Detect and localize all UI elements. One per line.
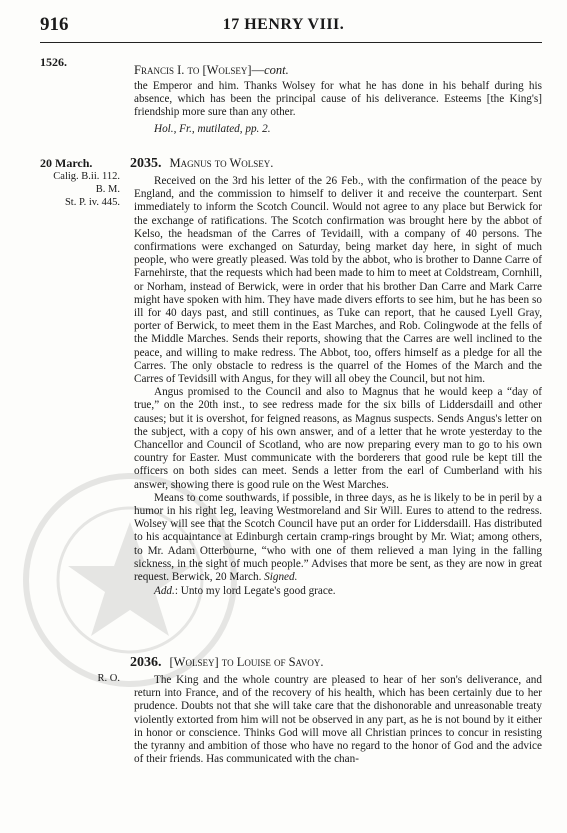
margin-year: 1526. [40,55,67,69]
entry-2034 [134,63,542,136]
entry-2034-title-cont: cont. [264,63,289,77]
margin-ref-2035-b: B. M. [95,184,120,195]
entry-2035-title: Magnus to Wolsey. [169,156,274,170]
margin-ref-2036: R. O. [97,673,120,684]
entry-2036-para1: The King and the whole country are pleased to hear of her son's deliverance, and return into France, and of the recovery of his health, which has been certainly due to her prudence. Doubts not that she will take care that the dishonorable and unreasonable treaty violently extorted from him will not be observed in any part, as he is not bound by it either in honor or conscience. Thinks God will move all Christian princes to concur in resisting the tyranny and ambition of those who have no regard to the honor of God and the advice of their friends. Has communicated with the chan- [134,674,542,766]
entry-2036-heading [130,655,542,671]
margin-ref-2035-a: Calig. B.ii. 112. [53,171,120,182]
entry-2034-text: the Emperor and him. Thanks Wolsey for what he has done in his behalf during his absence, which has been the principal cause of his deliverance. Esteems [the King's] friendship more sure than any other. [134,80,542,119]
margin-ref-2035-c: St. P. iv. 445. [64,197,120,208]
entry-2035-add-text: : Unto my lord Legate's good grace. [174,585,336,598]
entry-2034-title-text: Francis I. to [Wolsey]— [134,63,265,77]
entry-2036 [130,655,542,766]
entry-2035-signed: Signed. [264,571,298,584]
entry-2035-para3-text: Means to come southwards, if possible, in three days, as he is likely to be in peril by a humor in his right leg, leaving Westmoreland and Sir Will. Eures to attend to the redress. Wolsey will see that the Scotch Council have put an order for Liddersdaill. Has distributed to his acquaintance at Edinburgh certain cramp-rings brought by Mr. Wiat; among others, to Mr. Adam Otterbourne, “who with one of them relieved a man lying in the falling sickness, in the sight of much people.” Advises that more be sent, as they are now in great request. Berwick, 20 March. [134,491,542,584]
entry-2036-title: [Wolsey] to Louise of Savoy. [169,655,324,669]
entry-2035-para1: Received on the 3rd his letter of the 26 Feb., with the confirmation of the peace by England, and the commission to himself to deliver it and receive the counterpart. Sent immediately to inform the Scotch Council. Would not agree to any place but Berwick for the exchange of ratifications. The Scotch confirmation was brought here by the abbot of Kelso, the headsman of the Carres of Tevidaill, with a company of 40 persons. The confirmations were exchanged on Saturday, being market day here, in sight of much people, who were greatly pleased. Was told by the abbot, who is brother to Danne Carre of Farnehirste, that the requests which had been made to him to meet at Coldstream, Cornhill, or Norham, instead of Berwick, were in order that his brother Dan Carre and Mark Carre might have spoken with him. They have made divers efforts to see him, but he has been so ill for 40 days past, and still continues, as Tuke can report, that he caused Lyell Gray, porter of Berwick, to meet them in the East Marches, and Rob. Colingwode at the fells of the Middle Marches. Sends their reports, showing that the Carres are well inclined to the peace, and willing to make redress. The Abbot, too, offers himself as a pledge for all the Carres. The only obstacle to redress is the quarrel of the Homes of the March and the Carres of Tevidsill with Angus, for they will all obey the Council, but not him. [134,175,542,386]
entry-2035-address [134,585,542,598]
page-header [0,0,567,46]
entry-2035 [130,156,542,599]
running-head: 17 HENRY VIII. [222,16,345,33]
entry-2034-meta: Hol., Fr., mutilated, pp. 2. [154,122,271,135]
entry-2035-para3 [134,492,542,584]
entry-2034-title [134,63,542,78]
page-number: 916 [40,14,69,35]
header-rule [40,42,542,43]
entry-2035-heading [130,156,542,172]
entry-2036-number: 2036. [130,655,162,670]
entry-2035-para2: Angus promised to the Council and also to Magnus that he would keep a “day of true,” on the 20th inst., to see redress made for the six bills of Liddersdaill and other causes; but it is overshot, for feigned reasons, as Magnus suspects. Sends Angus's letter on the subject, with a copy of his own answer, and of a letter that he wrote yesterday to the Chancellor and Council of Scotland, who are now preparing every man to go to his own country for Easter. Must communicate with the borderers that good rule be kept till the officers on both sides can meet. Sends a letter from the earl of Cumberland with his answer, showing there is good rule on the West Marches. [134,386,542,491]
entry-2035-number: 2035. [130,156,162,171]
margin-date-2035: 20 March. [40,156,93,170]
entry-2035-add-label: Add. [154,585,175,598]
